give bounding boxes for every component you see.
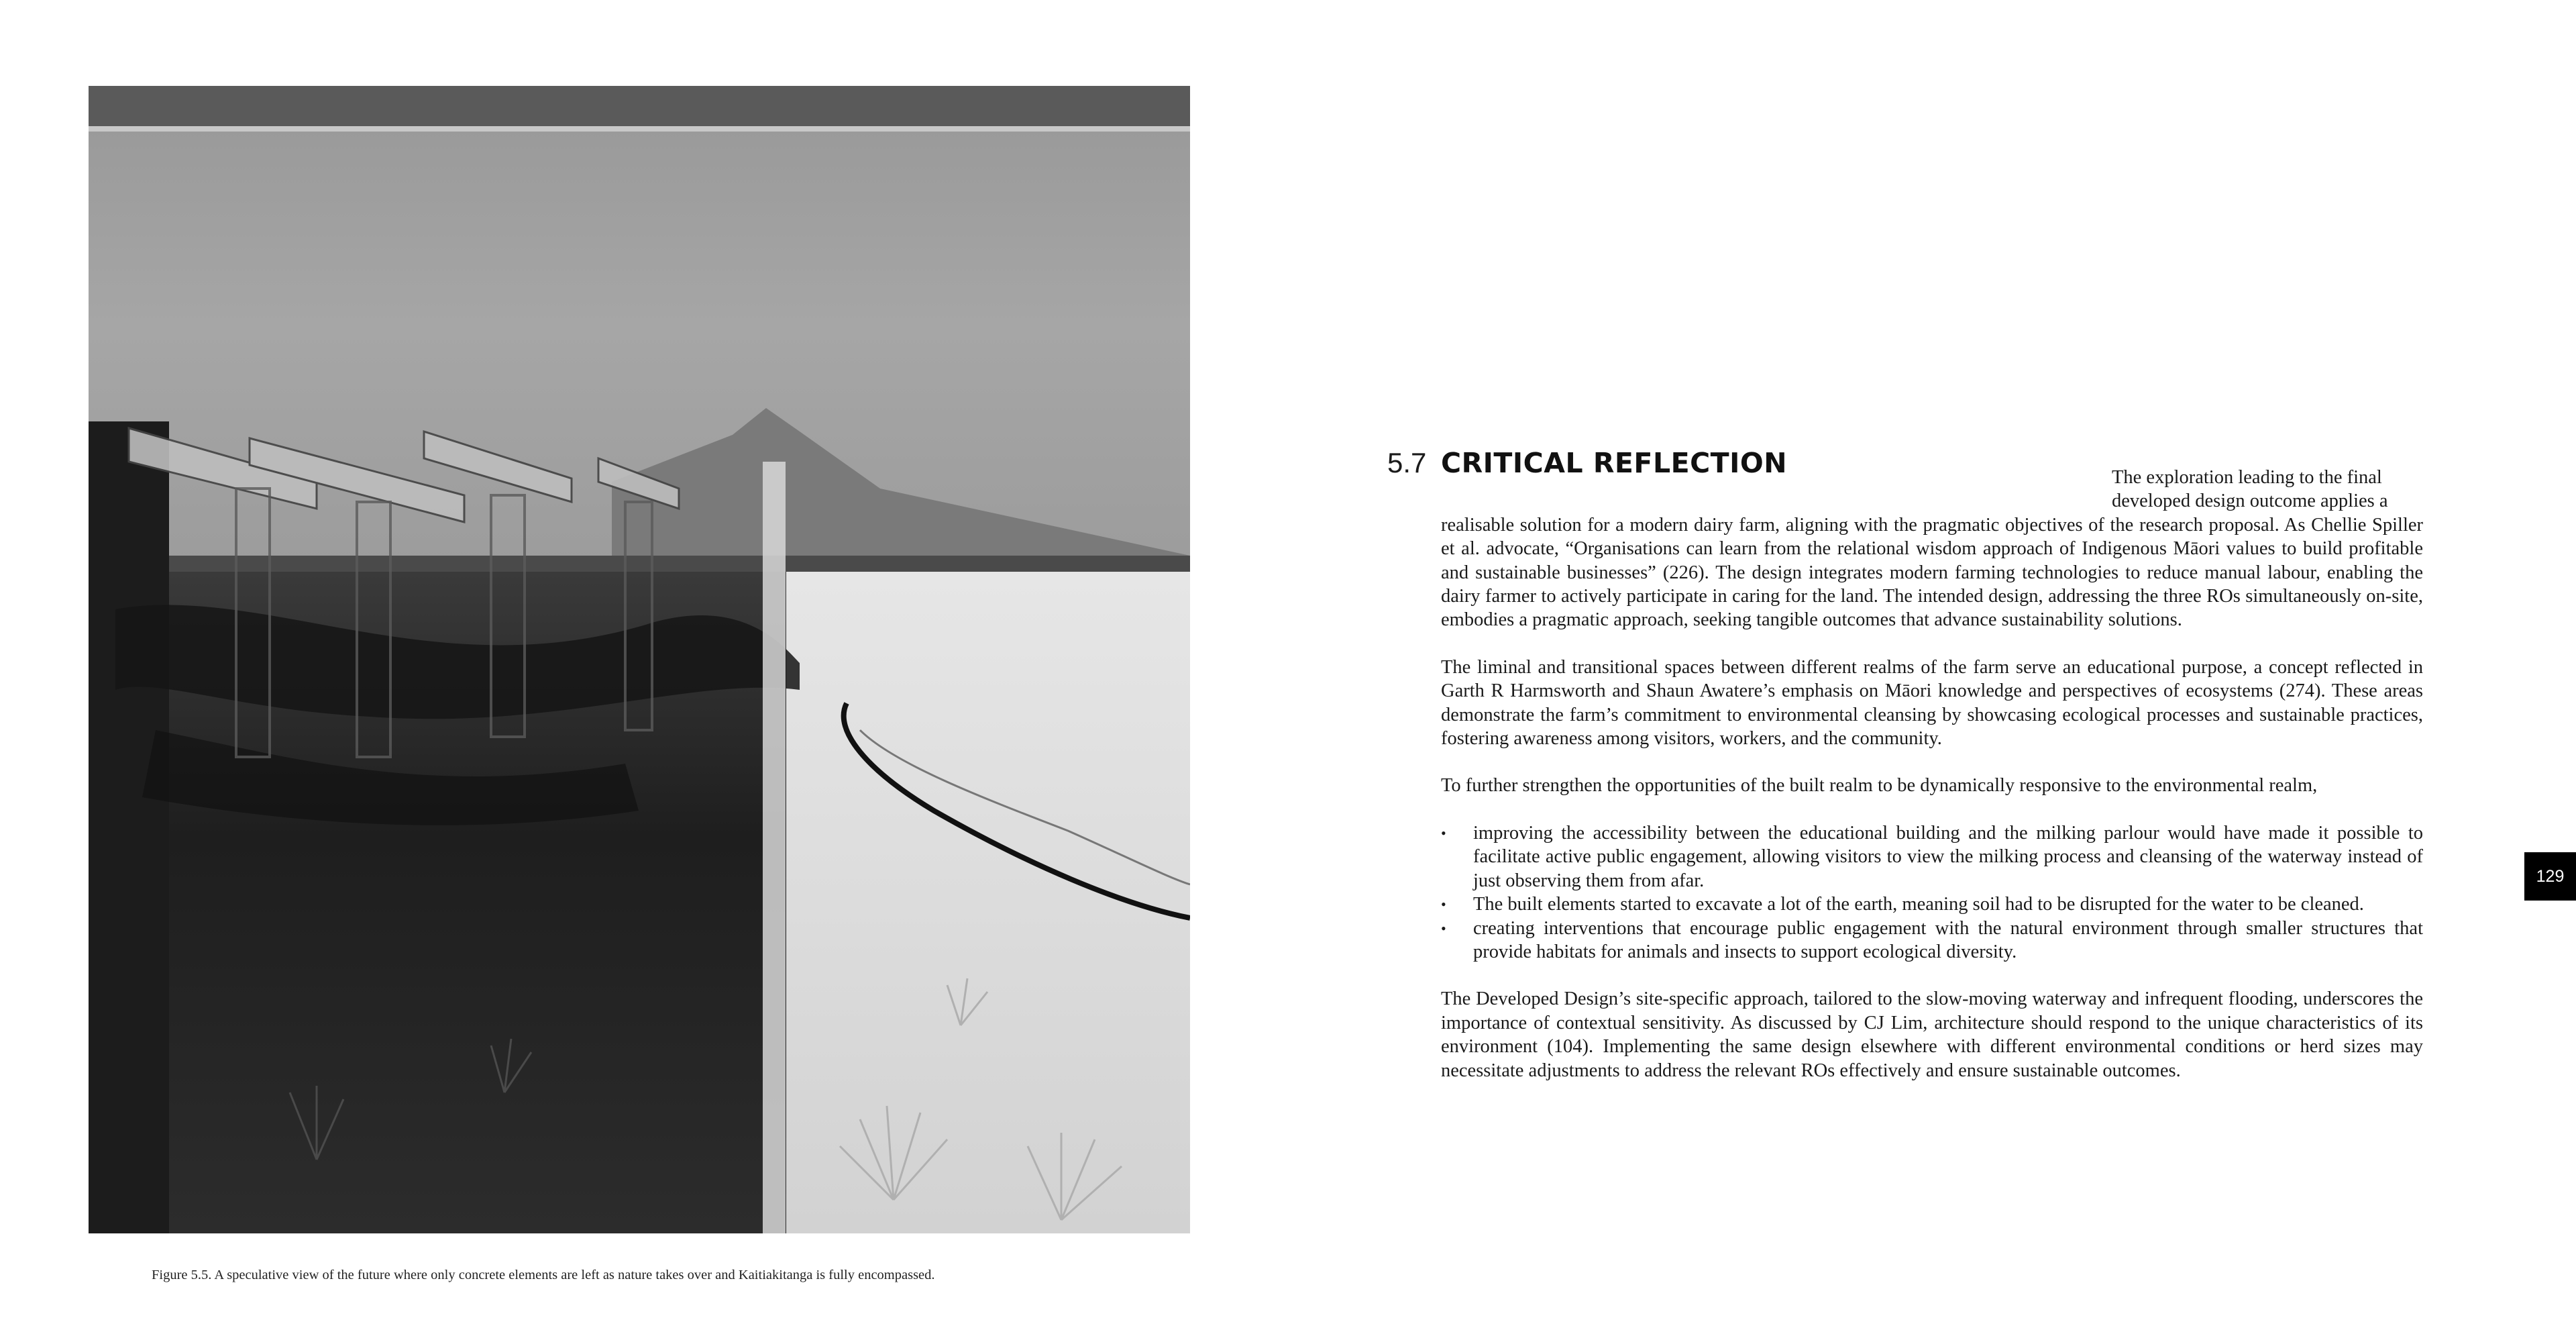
section-title: CRITICAL REFLECTION: [1441, 447, 1788, 479]
speculative-landscape-drawing: [89, 86, 1190, 1233]
bullet-item: • The built elements started to excavate a lot of the earth, meaning soil had to be disrupted for the water to be cleaned.: [1441, 892, 2423, 916]
bullet-list: [1441, 821, 2423, 964]
paragraph-1: [1441, 466, 2423, 632]
section-body: [1441, 466, 2423, 1106]
paragraph-4: The Developed Design’s site-specific approach, tailored to the slow-moving waterway and infrequent flooding, underscores the importance of contextual sensitivity. As discussed by CJ Lim, architecture should respond to the unique characteristics of its environment (104). Implementing the same design elsewhere with different environmental conditions or herd sizes may necessitate adjustments to address the relevant ROs effectively and ensure sustainable outcomes.: [1441, 988, 2423, 1081]
page-number: 129: [2524, 852, 2576, 901]
bullet-item: • improving the accessibility between the educational building and the milking parlour would have made it possible to facilitate active public engagement, allowing visitors to view the milking process and cleansing of the waterway instead of just observing them from afar.: [1441, 821, 2423, 892]
paragraph-3: To further strengthen the opportunities of the built realm to be dynamically responsive to the environmental realm,: [1441, 775, 2318, 797]
bullet-item: • creating interventions that encourage public engagement with the natural environment through smaller structures that provide habitats for animals and insects to support ecological diversity.: [1441, 917, 2423, 964]
paragraph-1-rest: realisable solution for a modern dairy farm, aligning with the pragmatic objectives of the research proposal. As Chellie Spiller et al. advocate, “Organisations can learn from the relational wisdom approach of Indigenous Māori values to build profitable and sustainable businesses” (226). The design integrates modern farming technologies to reduce manual labour, enabling the dairy farmer to actively participate in caring for the land. The intended design, addressing the three ROs simultaneously on-site, embodies a pragmatic approach, seeking tangible outcomes that advance sustainability solutions.: [1441, 514, 2423, 631]
paragraph-1-lead: The exploration leading to the final developed design outcome applies a: [2112, 467, 2388, 512]
figure-caption: Figure 5.5. A speculative view of the future where only concrete elements are left as nature takes over and Kaitiakitanga is fully encompassed.: [152, 1268, 935, 1282]
paragraph-2: The liminal and transitional spaces between different realms of the farm serve an educational purpose, a concept reflected in Garth R Harmsworth and Shaun Awatere’s emphasis on Māori knowledge and perspectives of ecosystems (274). These areas demonstrate the farm’s commitment to environmental cleansing by showcasing ecological processes and sustainable practices, fostering awareness among visitors, workers, and the community.: [1441, 656, 2423, 750]
section-number: 5.7: [1387, 447, 1427, 478]
figure-image: [89, 86, 1190, 1233]
